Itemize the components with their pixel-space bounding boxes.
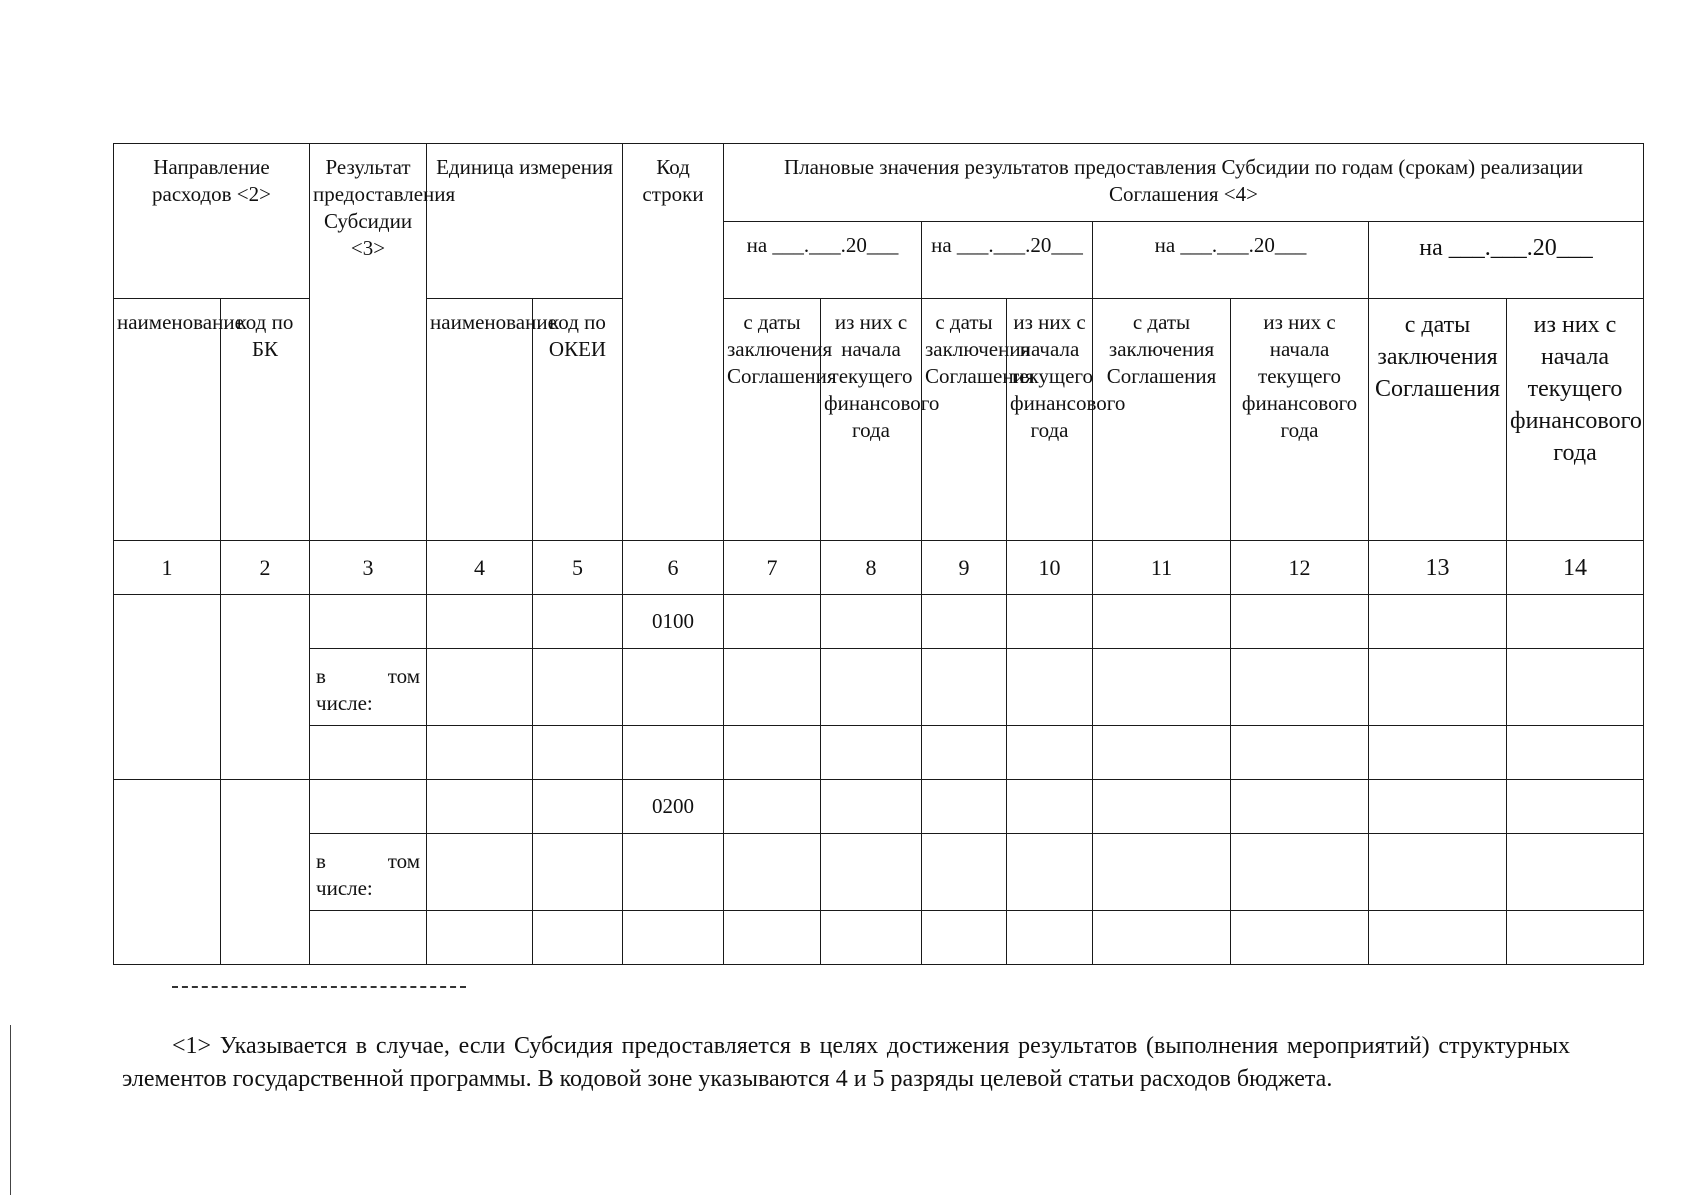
column-number: 12 (1231, 541, 1369, 595)
table-row (114, 911, 1644, 965)
bk-code-cell (221, 595, 310, 780)
value-cell (821, 834, 922, 911)
value-cell (1369, 780, 1507, 834)
table-row (114, 834, 1644, 911)
value-cell (1093, 726, 1231, 780)
result-cell (310, 911, 427, 965)
value-cell (922, 834, 1007, 911)
value-cell (1507, 649, 1644, 726)
okei-cell (533, 595, 623, 649)
value-cell (1231, 780, 1369, 834)
column-number: 6 (623, 541, 724, 595)
header-from-date-3: с даты заключения Соглашения (1093, 299, 1231, 541)
value-cell (821, 911, 922, 965)
header-planned: Плановые значения результатов предоставления Субсидии по годам (срокам) реализации Соглашения <4> (724, 144, 1644, 222)
value-cell (1007, 911, 1093, 965)
okei-cell (533, 726, 623, 780)
column-number: 7 (724, 541, 821, 595)
column-number: 3 (310, 541, 427, 595)
result-cell (310, 726, 427, 780)
header-from-year-4: из них с начала текущего финансового года (1507, 299, 1644, 541)
in-that-number-label (310, 834, 427, 911)
value-cell (1007, 726, 1093, 780)
value-cell (1507, 780, 1644, 834)
in-that-number-line-2: числе: (316, 691, 373, 715)
value-cell (724, 649, 821, 726)
unit-name-cell (427, 834, 533, 911)
header-direction: Направление расходов <2> (114, 144, 310, 299)
unit-name-cell (427, 595, 533, 649)
in-that-number-line-1: в том (316, 849, 421, 873)
column-number: 11 (1093, 541, 1231, 595)
bk-code-cell (221, 780, 310, 965)
value-cell (724, 595, 821, 649)
header-period-3: на ___.___.20___ (1093, 222, 1369, 299)
header-okei-code: код по ОКЕИ (533, 299, 623, 541)
value-cell (1231, 649, 1369, 726)
value-cell (1007, 649, 1093, 726)
row-code-cell (623, 911, 724, 965)
margin-line (10, 1025, 11, 1195)
table-row (114, 595, 1644, 649)
column-number: 1 (114, 541, 221, 595)
value-cell (1093, 834, 1231, 911)
direction-name-cell (114, 595, 221, 780)
result-cell (310, 595, 427, 649)
column-number: 10 (1007, 541, 1093, 595)
header-period-4: на ___.___.20___ (1369, 222, 1644, 299)
value-cell (1231, 595, 1369, 649)
unit-name-cell (427, 649, 533, 726)
footnote-1: <1> Указывается в случае, если Субсидия предоставляется в целях достижения результатов (выполнения мероприятий) структурных элементов государственной программы. В кодовой зоне указываются 4 и 5 разряды целевой статьи расходов бюджета. (122, 1033, 1570, 1092)
value-cell (922, 595, 1007, 649)
header-from-date-1: с даты заключения Соглашения (724, 299, 821, 541)
header-period-2: на ___.___.20___ (922, 222, 1093, 299)
header-from-date-4: с даты заключения Соглашения (1369, 299, 1507, 541)
row-code: 0200 (623, 780, 724, 834)
result-cell (310, 780, 427, 834)
unit-name-cell (427, 726, 533, 780)
header-from-date-2: с даты заключения Соглашения (922, 299, 1007, 541)
row-code-cell (623, 726, 724, 780)
value-cell (1007, 595, 1093, 649)
value-cell (1007, 780, 1093, 834)
value-cell (724, 780, 821, 834)
column-number: 14 (1507, 541, 1644, 595)
table-row (114, 649, 1644, 726)
unit-name-cell (427, 780, 533, 834)
footnote-separator (172, 986, 466, 988)
value-cell (1093, 649, 1231, 726)
value-cell (1507, 595, 1644, 649)
value-cell (821, 595, 922, 649)
column-number: 5 (533, 541, 623, 595)
header-unit: Единица измерения (427, 144, 623, 299)
value-cell (922, 911, 1007, 965)
okei-cell (533, 911, 623, 965)
in-that-number-line-1: в том (316, 664, 421, 688)
unit-name-cell (427, 911, 533, 965)
header-from-year-2: из них с начала текущего финансового года (1007, 299, 1093, 541)
value-cell (1507, 911, 1644, 965)
column-number-row (114, 541, 1644, 595)
header-from-year-1: из них с начала текущего финансового года (821, 299, 922, 541)
value-cell (922, 780, 1007, 834)
column-number: 2 (221, 541, 310, 595)
column-number: 13 (1369, 541, 1507, 595)
okei-cell (533, 649, 623, 726)
value-cell (1231, 834, 1369, 911)
header-period-1: на ___.___.20___ (724, 222, 922, 299)
column-number: 8 (821, 541, 922, 595)
value-cell (1007, 834, 1093, 911)
value-cell (724, 834, 821, 911)
value-cell (1369, 911, 1507, 965)
value-cell (1507, 834, 1644, 911)
value-cell (1093, 595, 1231, 649)
value-cell (1231, 911, 1369, 965)
value-cell (821, 726, 922, 780)
value-cell (1507, 726, 1644, 780)
header-bk-code: код по БК (221, 299, 310, 541)
value-cell (821, 649, 922, 726)
value-cell (1093, 911, 1231, 965)
value-cell (1369, 649, 1507, 726)
value-cell (724, 726, 821, 780)
table-row (114, 726, 1644, 780)
header-unit-name: наименование (427, 299, 533, 541)
value-cell (1369, 834, 1507, 911)
results-table (113, 143, 1644, 965)
header-direction-name: наименование (114, 299, 221, 541)
row-code: 0100 (623, 595, 724, 649)
value-cell (922, 726, 1007, 780)
header-from-year-3: из них с начала текущего финансового года (1231, 299, 1369, 541)
in-that-number-label (310, 649, 427, 726)
header-result: Результат предоставления Субсидии <3> (310, 144, 427, 541)
value-cell (1369, 595, 1507, 649)
value-cell (724, 911, 821, 965)
okei-cell (533, 834, 623, 911)
direction-name-cell (114, 780, 221, 965)
value-cell (821, 780, 922, 834)
value-cell (1369, 726, 1507, 780)
column-number: 9 (922, 541, 1007, 595)
okei-cell (533, 780, 623, 834)
header-code: Код строки (623, 144, 724, 541)
value-cell (1093, 780, 1231, 834)
row-code-cell (623, 834, 724, 911)
table-row (114, 780, 1644, 834)
column-number: 4 (427, 541, 533, 595)
in-that-number-line-2: числе: (316, 876, 373, 900)
row-code-cell (623, 649, 724, 726)
value-cell (1231, 726, 1369, 780)
value-cell (922, 649, 1007, 726)
